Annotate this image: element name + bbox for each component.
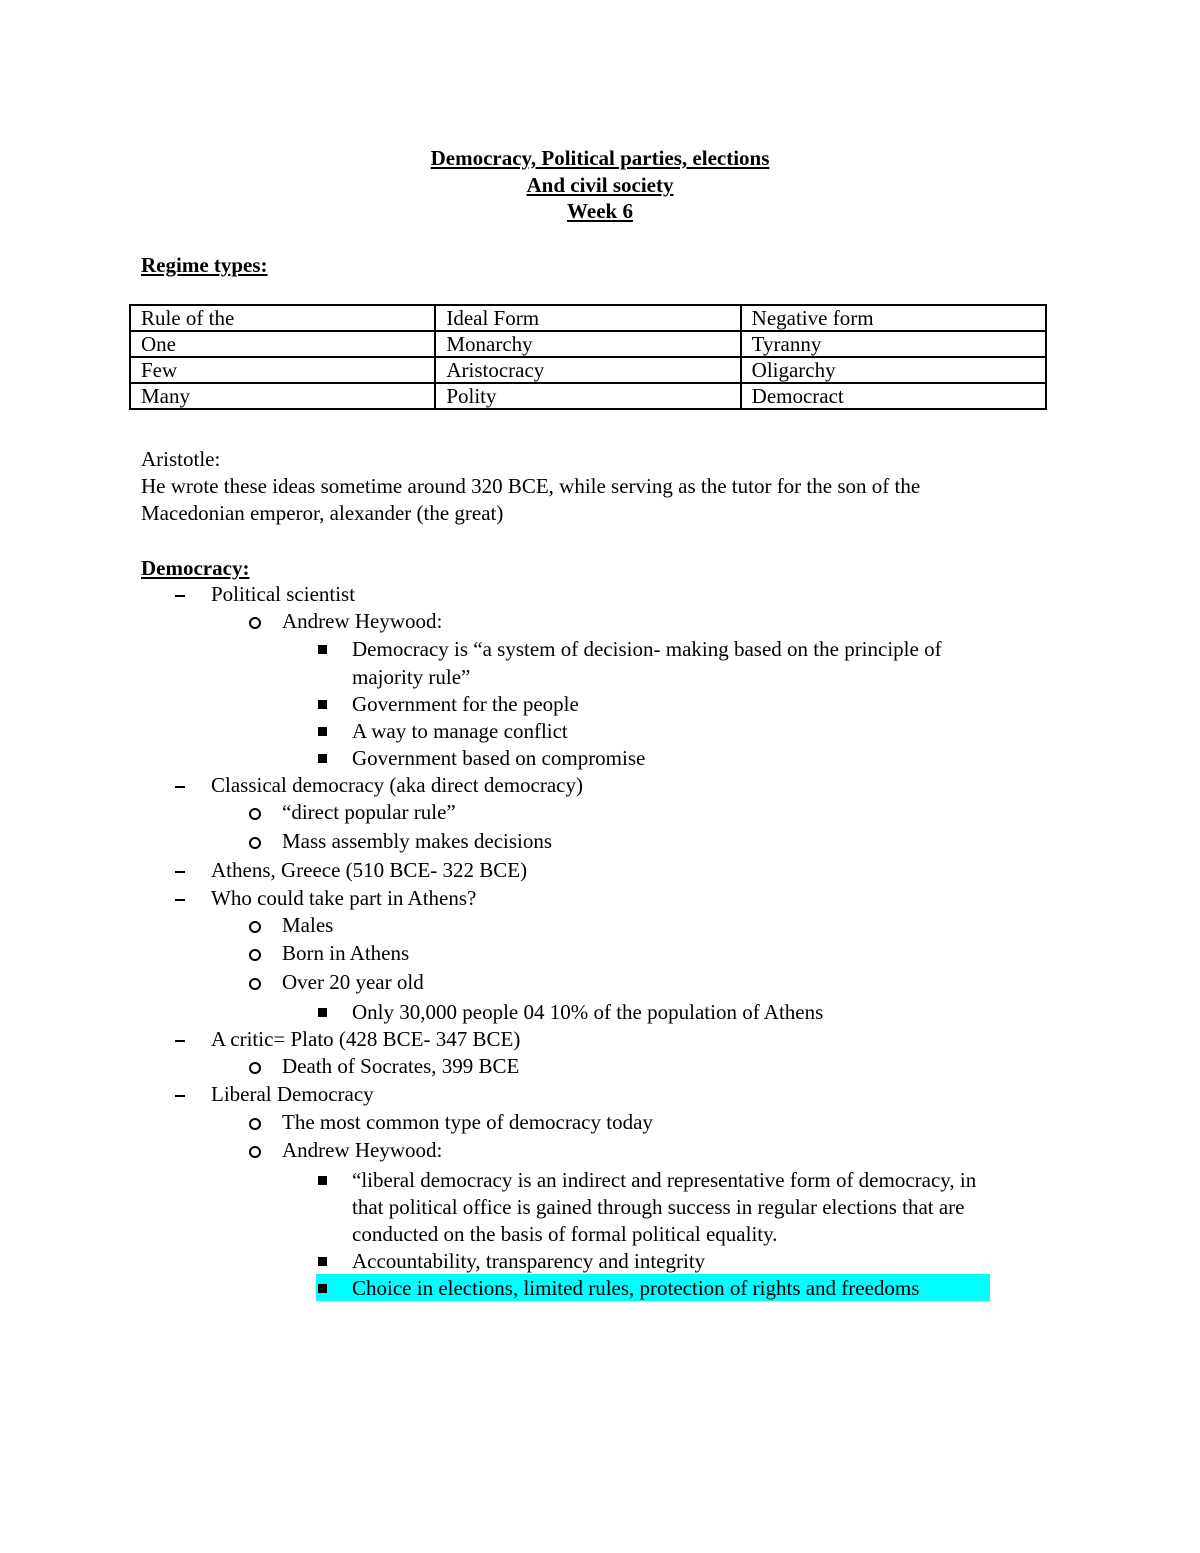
- table-header-row: [130, 305, 1046, 331]
- circle-bullet-icon: [249, 837, 261, 849]
- outline-item-text: Death of Socrates, 399 BCE: [282, 1054, 520, 1078]
- circle-bullet-icon: [249, 921, 261, 933]
- title-line-1: Democracy, Political parties, elections: [430, 146, 770, 170]
- outline-item-text: Political scientist: [211, 582, 356, 606]
- dash-bullet-icon: [175, 899, 185, 901]
- outline-item-text: “direct popular rule”: [282, 800, 456, 824]
- square-bullet-icon: [318, 1257, 327, 1266]
- dash-bullet-icon: [175, 595, 185, 597]
- square-bullet-icon: [318, 700, 327, 709]
- outline-item-text: Males: [282, 913, 334, 937]
- square-bullet-icon: [318, 727, 327, 736]
- outline-item-text: A critic= Plato (428 BCE- 347 BCE): [211, 1027, 521, 1051]
- outline-item-text: Only 30,000 people 04 10% of the population of Athens: [352, 1000, 824, 1024]
- regime-table: [129, 304, 1047, 410]
- circle-bullet-icon: [249, 1146, 261, 1158]
- outline-item-text: The most common type of democracy today: [282, 1110, 653, 1134]
- table-cell: Rule of the: [130, 305, 435, 331]
- circle-bullet-icon: [249, 617, 261, 629]
- regime-types-heading: Regime types:: [141, 253, 268, 277]
- democracy-heading: Democracy:: [141, 556, 250, 580]
- table-row: [130, 357, 1046, 383]
- table-row: [130, 331, 1046, 357]
- outline-item-text: Athens, Greece (510 BCE- 322 BCE): [211, 858, 528, 882]
- title-line-3: Week 6: [567, 199, 633, 223]
- outline-item-text: Born in Athens: [282, 941, 410, 965]
- outline-item-text: Andrew Heywood:: [282, 1138, 443, 1162]
- outline-item-text: Government for the people: [352, 692, 579, 716]
- circle-bullet-icon: [249, 978, 261, 990]
- aristotle-text-line-1: He wrote these ideas sometime around 320 BCE, while serving as the tutor for the son of the: [141, 474, 921, 498]
- outline-item-text: Classical democracy (aka direct democracy): [211, 773, 583, 797]
- outline-item-text: Choice in elections, limited rules, protection of rights and freedoms: [352, 1276, 920, 1300]
- aristotle-text-line-2: Macedonian emperor, alexander (the great): [141, 501, 504, 525]
- table-cell: Polity: [435, 383, 740, 409]
- outline-item-text: Government based on compromise: [352, 746, 646, 770]
- square-bullet-icon: [318, 1176, 327, 1185]
- dash-bullet-icon: [175, 1095, 185, 1097]
- table-cell: Few: [130, 357, 435, 383]
- outline-item-text: conducted on the basis of formal political equality.: [352, 1222, 778, 1246]
- outline-item-text: majority rule”: [352, 665, 471, 689]
- table-row: [130, 383, 1046, 409]
- table-cell: Monarchy: [435, 331, 740, 357]
- square-bullet-icon: [318, 1284, 327, 1293]
- outline-item-text: Accountability, transparency and integrity: [352, 1249, 706, 1273]
- outline-item-text: Over 20 year old: [282, 970, 424, 994]
- square-bullet-icon: [318, 1008, 327, 1017]
- table-cell: Many: [130, 383, 435, 409]
- outline-item-text: Liberal Democracy: [211, 1082, 374, 1106]
- table-cell: One: [130, 331, 435, 357]
- square-bullet-icon: [318, 645, 327, 654]
- table-cell: Democract: [741, 383, 1046, 409]
- outline-item-text: Democracy is “a system of decision- making based on the principle of: [352, 637, 942, 661]
- outline-item-text: Who could take part in Athens?: [211, 886, 477, 910]
- outline-item-text: Mass assembly makes decisions: [282, 829, 553, 853]
- table-cell: Aristocracy: [435, 357, 740, 383]
- circle-bullet-icon: [249, 1062, 261, 1074]
- aristotle-label: Aristotle:: [141, 447, 221, 471]
- table-cell: Oligarchy: [741, 357, 1046, 383]
- table-cell: Ideal Form: [435, 305, 740, 331]
- outline-item-text: Andrew Heywood:: [282, 609, 443, 633]
- outline-item-text: “liberal democracy is an indirect and representative form of democracy, in: [352, 1168, 977, 1192]
- dash-bullet-icon: [175, 871, 185, 873]
- title-line-2: And civil society: [526, 173, 674, 197]
- table-cell: Tyranny: [741, 331, 1046, 357]
- square-bullet-icon: [318, 754, 327, 763]
- outline-item-text: A way to manage conflict: [352, 719, 568, 743]
- table-cell: Negative form: [741, 305, 1046, 331]
- outline-item-text: that political office is gained through success in regular elections that are: [352, 1195, 965, 1219]
- circle-bullet-icon: [249, 808, 261, 820]
- circle-bullet-icon: [249, 1118, 261, 1130]
- circle-bullet-icon: [249, 949, 261, 961]
- dash-bullet-icon: [175, 1040, 185, 1042]
- dash-bullet-icon: [175, 786, 185, 788]
